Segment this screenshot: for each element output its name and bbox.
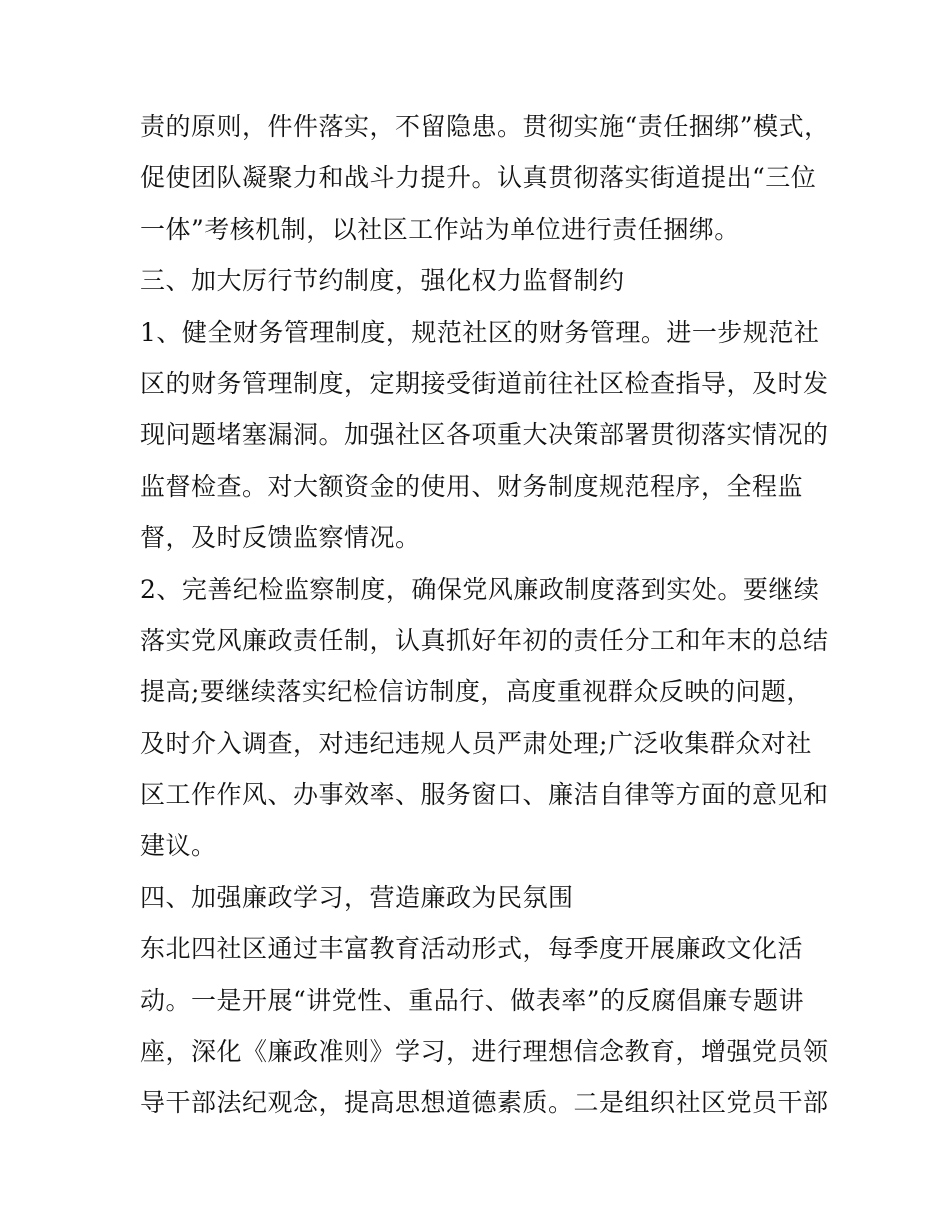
text-line: 导干部法纪观念，提高思想道德素质。二是组织社区党员干部 bbox=[140, 1088, 829, 1118]
section-heading: 四、加强廉政学习，营造廉政为民氛围 bbox=[140, 882, 574, 912]
section-heading: 三、加大厉行节约制度，强化权力监督制约 bbox=[140, 266, 625, 296]
text-line: 提高;要继续落实纪检信访制度，高度重视群众反映的问题， bbox=[140, 677, 812, 707]
text-line: 监督检查。对大额资金的使用、财务制度规范程序，全程监 bbox=[140, 471, 804, 501]
text-line: 1、健全财务管理制度，规范社区的财务管理。进一步规范社 bbox=[140, 317, 820, 347]
text-line: 区的财务管理制度，定期接受街道前往社区检查指导，及时发 bbox=[140, 368, 829, 398]
text-line: 建议。 bbox=[140, 831, 217, 861]
text-line: 东北四社区通过丰富教育活动形式，每季度开展廉政文化活 bbox=[140, 934, 804, 964]
text-line: 座，深化《廉政准则》学习，进行理想信念教育，增强党员领 bbox=[140, 1037, 829, 1067]
body-text bbox=[140, 101, 830, 1129]
text-line: 落实党风廉政责任制，认真抓好年初的责任分工和年末的总结 bbox=[140, 625, 829, 655]
text-line: 动。一是开展“讲党性、重品行、做表率”的反腐倡廉专题讲 bbox=[140, 985, 805, 1015]
text-line: 及时介入调查，对违纪违规人员严肃处理;广泛收集群众对社 bbox=[140, 728, 812, 758]
text-line: 一体”考核机制，以社区工作站为单位进行责任捆绑。 bbox=[140, 214, 740, 244]
text-line: 区工作作风、办事效率、服务窗口、廉洁自律等方面的意见和 bbox=[140, 780, 829, 810]
text-line: 促使团队凝聚力和战斗力提升。认真贯彻落实街道提出“三位 bbox=[140, 163, 817, 193]
text-line: 现问题堵塞漏洞。加强社区各项重大决策部署贯彻落实情况的 bbox=[140, 420, 829, 450]
text-line: 督，及时反馈监察情况。 bbox=[140, 523, 421, 553]
text-line: 2、完善纪检监察制度，确保党风廉政制度落到实处。要继续 bbox=[140, 574, 820, 604]
text-line: 责的原则，件件落实，不留隐患。贯彻实施“责任捆绑”模式， bbox=[140, 112, 830, 141]
